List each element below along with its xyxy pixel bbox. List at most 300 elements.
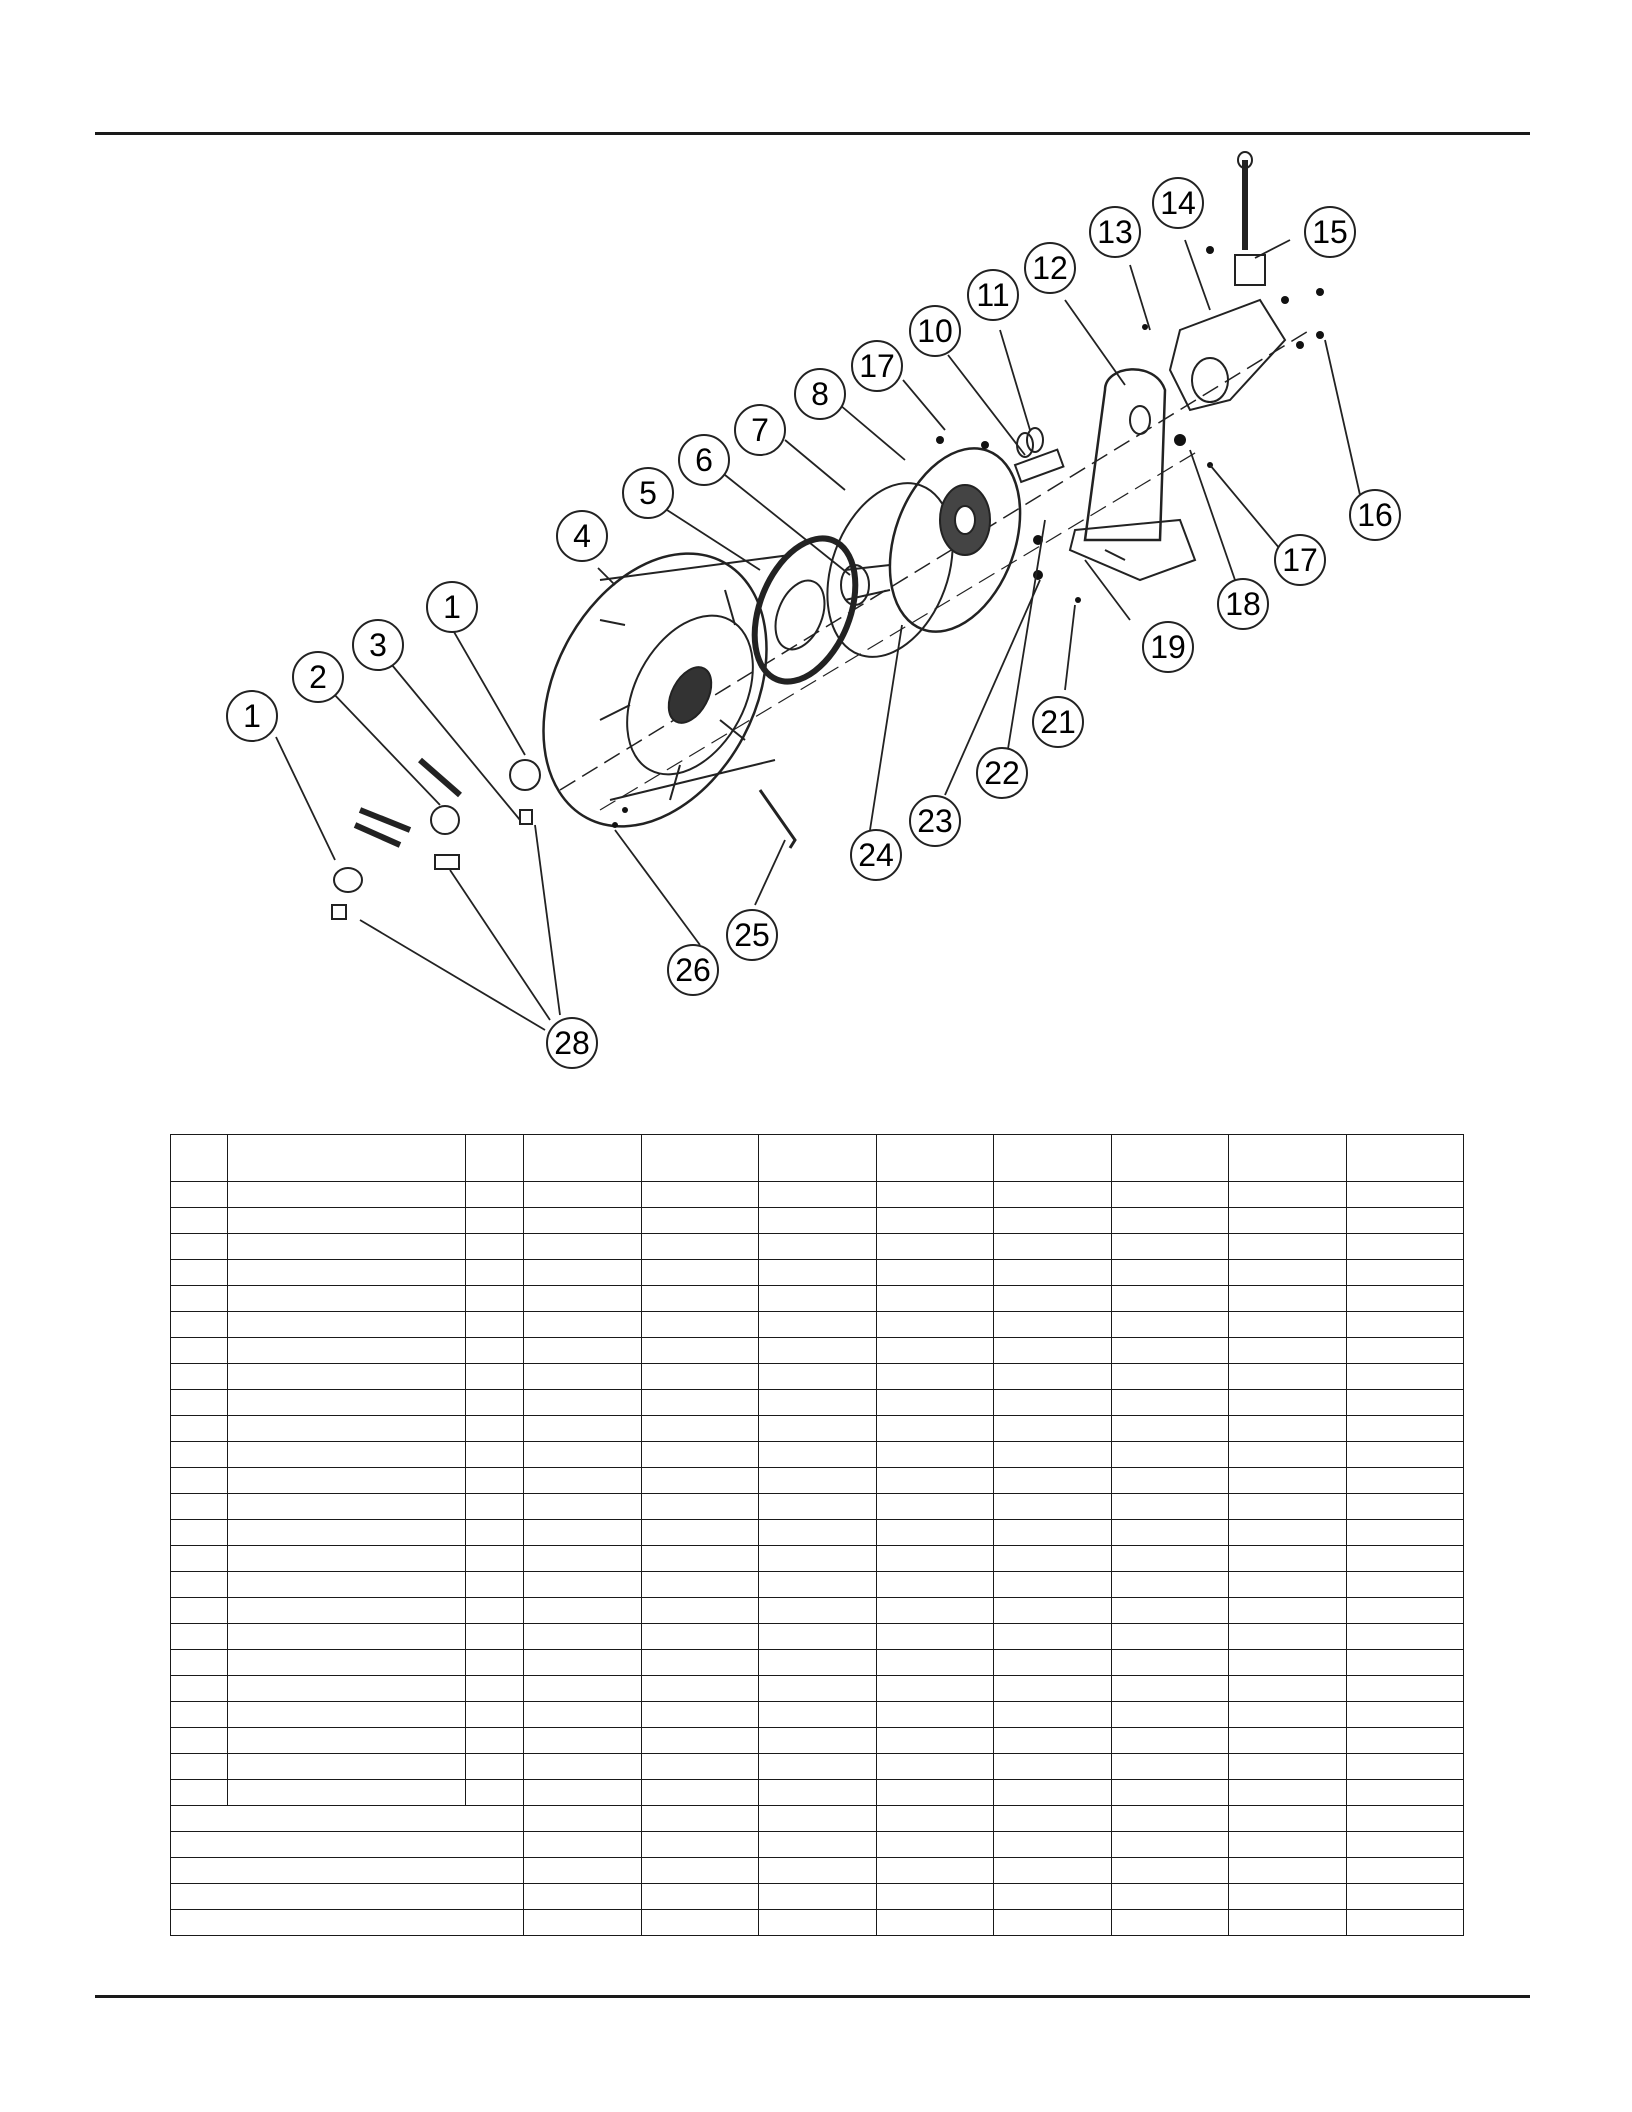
header-cell [466,1135,524,1182]
table-cell [994,1364,1111,1390]
table-cell [228,1312,466,1338]
table-cell [759,1286,876,1312]
table-cell [759,1572,876,1598]
table-cell [1229,1728,1346,1754]
table-cell [994,1676,1111,1702]
table-cell [759,1832,876,1858]
table-cell [228,1676,466,1702]
table-cell [876,1728,993,1754]
table-cell [524,1858,641,1884]
table-cell [759,1468,876,1494]
table-cell [1346,1338,1463,1364]
table-cell [171,1442,228,1468]
table-cell [994,1780,1111,1806]
table-cell [759,1728,876,1754]
inlet-fittings [332,760,540,919]
table-row [171,1598,1464,1624]
table-cell [524,1806,641,1832]
table-cell [994,1728,1111,1754]
svg-text:22: 22 [984,755,1020,791]
table-cell [994,1390,1111,1416]
table-cell [994,1520,1111,1546]
callout-18 [1218,579,1268,629]
table-cell [876,1416,993,1442]
table-cell [641,1780,758,1806]
table-cell [1111,1728,1228,1754]
table-cell [171,1572,228,1598]
table-cell [1229,1884,1346,1910]
table-cell [228,1572,466,1598]
svg-text:7: 7 [751,412,769,448]
table-cell [1346,1520,1463,1546]
table-cell [876,1806,993,1832]
table-cell [759,1884,876,1910]
table-cell [1111,1442,1228,1468]
svg-text:3: 3 [369,627,387,663]
table-cell [876,1468,993,1494]
table-cell [1111,1650,1228,1676]
table-cell [228,1520,466,1546]
table-cell [759,1624,876,1650]
table-row [171,1338,1464,1364]
table-cell [994,1312,1111,1338]
table-cell [1346,1260,1463,1286]
table-cell [641,1442,758,1468]
table-cell [466,1442,524,1468]
table-cell [759,1754,876,1780]
table-cell [524,1624,641,1650]
callout-26 [668,945,718,995]
table-cell [1111,1390,1228,1416]
table-cell [641,1416,758,1442]
table-cell [876,1260,993,1286]
header-cell [1346,1135,1463,1182]
table-cell [171,1546,228,1572]
table-cell [228,1208,466,1234]
table-cell [171,1598,228,1624]
table-cell [1229,1286,1346,1312]
table-row [171,1676,1464,1702]
table-cell [1229,1832,1346,1858]
table-cell [1346,1754,1463,1780]
table-cell [994,1494,1111,1520]
table-row [171,1416,1464,1442]
table-cell [1346,1442,1463,1468]
table-cell [1111,1884,1228,1910]
table-cell [1229,1494,1346,1520]
table-cell [994,1234,1111,1260]
table-cell [228,1234,466,1260]
callout-21 [1033,697,1083,747]
table-cell [994,1806,1111,1832]
callout-13 [1090,207,1140,257]
header-cell [759,1135,876,1182]
table-cell [1111,1286,1228,1312]
summary-label-cell [171,1910,524,1936]
table-cell [1111,1234,1228,1260]
svg-text:6: 6 [695,442,713,478]
table-cell [641,1546,758,1572]
table-cell [1111,1754,1228,1780]
summary-row [171,1858,1464,1884]
table-cell [524,1338,641,1364]
callout-22 [977,748,1027,798]
header-cell [994,1135,1111,1182]
table-cell [171,1208,228,1234]
table-cell [228,1416,466,1442]
table-cell [1229,1702,1346,1728]
svg-text:26: 26 [675,952,711,988]
svg-text:5: 5 [639,475,657,511]
table-cell [876,1234,993,1260]
callout-3 [353,620,403,670]
table-cell [524,1728,641,1754]
table-row [171,1702,1464,1728]
table-cell [1346,1468,1463,1494]
table-cell [1229,1910,1346,1936]
table-cell [994,1208,1111,1234]
table-cell [994,1702,1111,1728]
shaft [1015,428,1063,482]
table-cell [466,1338,524,1364]
table-cell [759,1260,876,1286]
table-cell [524,1416,641,1442]
bottom-rule [95,1995,1530,1998]
table-cell [876,1520,993,1546]
table-cell [524,1520,641,1546]
table-cell [641,1624,758,1650]
callout-23 [910,796,960,846]
table-row [171,1650,1464,1676]
summary-label-cell [171,1832,524,1858]
table-cell [1229,1858,1346,1884]
callout-16 [1350,490,1400,540]
summary-label-cell [171,1858,524,1884]
table-cell [171,1364,228,1390]
table-cell [876,1650,993,1676]
svg-text:1: 1 [443,589,461,625]
svg-text:19: 19 [1150,629,1186,665]
table-cell [524,1260,641,1286]
table-cell [759,1520,876,1546]
mounting-bracket [1070,369,1195,580]
table-cell [524,1676,641,1702]
table-cell [171,1338,228,1364]
table-cell [641,1832,758,1858]
table-cell [759,1234,876,1260]
table-cell [1111,1494,1228,1520]
callout-25 [727,910,777,960]
table-cell [1111,1910,1228,1936]
table-cell [1229,1754,1346,1780]
table-cell [524,1364,641,1390]
callout-8 [795,369,845,419]
table-cell [1346,1416,1463,1442]
table-cell [1346,1546,1463,1572]
table-cell [876,1312,993,1338]
table-row [171,1442,1464,1468]
table-cell [171,1520,228,1546]
table-cell [1229,1208,1346,1234]
assembly-axis-line [560,330,1310,790]
callout-19 [1143,622,1193,672]
table-cell [171,1676,228,1702]
table-cell [1346,1286,1463,1312]
table-cell [1346,1234,1463,1260]
table-cell [994,1572,1111,1598]
svg-text:21: 21 [1040,704,1076,740]
table-cell [524,1390,641,1416]
table-cell [524,1910,641,1936]
table-cell [1346,1806,1463,1832]
table-cell [1346,1182,1463,1208]
table-cell [524,1286,641,1312]
callout-7 [735,405,785,455]
table-cell [524,1546,641,1572]
table-cell [524,1650,641,1676]
table-cell [641,1182,758,1208]
table-cell [994,1832,1111,1858]
table-cell [1346,1728,1463,1754]
table-cell [228,1546,466,1572]
table-cell [1111,1208,1228,1234]
table-cell [228,1624,466,1650]
table-row [171,1208,1464,1234]
summary-row [171,1806,1464,1832]
callout-10 [910,306,960,356]
table-cell [1229,1780,1346,1806]
table-cell [994,1468,1111,1494]
table-cell [994,1338,1111,1364]
table-cell [876,1572,993,1598]
svg-text:23: 23 [917,803,953,839]
table-cell [466,1390,524,1416]
table-cell [524,1780,641,1806]
svg-text:10: 10 [917,313,953,349]
table-cell [228,1494,466,1520]
table-row [171,1182,1464,1208]
callout-11 [968,270,1018,320]
table-cell [1346,1312,1463,1338]
table-cell [759,1208,876,1234]
svg-text:11: 11 [976,277,1010,313]
table-cell [759,1182,876,1208]
table-cell [641,1338,758,1364]
table-cell [228,1468,466,1494]
table-cell [228,1598,466,1624]
table-cell [1346,1884,1463,1910]
table-cell [641,1208,758,1234]
table-cell [994,1598,1111,1624]
table-cell [759,1910,876,1936]
table-cell [876,1286,993,1312]
table-cell [759,1312,876,1338]
table-cell [759,1416,876,1442]
table-cell [1111,1338,1228,1364]
table-cell [1111,1364,1228,1390]
table-cell [641,1572,758,1598]
table-cell [759,1442,876,1468]
table-cell [876,1858,993,1884]
table-cell [1111,1312,1228,1338]
callout-14 [1153,178,1203,228]
table-cell [228,1390,466,1416]
table-cell [466,1780,524,1806]
table-cell [994,1416,1111,1442]
callout-5 [623,468,673,518]
table-cell [466,1364,524,1390]
header-cell [524,1135,641,1182]
table-cell [1111,1260,1228,1286]
table-cell [1229,1182,1346,1208]
table-cell [1346,1390,1463,1416]
table-cell [1229,1572,1346,1598]
table-cell [1229,1338,1346,1364]
table-cell [1229,1442,1346,1468]
table-cell [641,1286,758,1312]
table-cell [524,1598,641,1624]
table-cell [1229,1312,1346,1338]
table-cell [876,1884,993,1910]
table-cell [171,1260,228,1286]
table-cell [641,1312,758,1338]
table-cell [641,1520,758,1546]
table-cell [876,1780,993,1806]
table-cell [641,1702,758,1728]
table-cell [876,1338,993,1364]
table-cell [876,1754,993,1780]
table-cell [466,1676,524,1702]
table-cell [228,1182,466,1208]
table-cell [876,1364,993,1390]
svg-text:13: 13 [1097,214,1133,250]
header-cell [171,1135,228,1182]
table-cell [466,1286,524,1312]
table-cell [641,1884,758,1910]
table-cell [228,1728,466,1754]
table-cell [171,1728,228,1754]
callout-labels [227,178,1400,1068]
table-cell [524,1702,641,1728]
table-cell [641,1676,758,1702]
table-cell [466,1546,524,1572]
table-cell [1111,1832,1228,1858]
parts-list-table [170,1134,1464,1936]
table-cell [1346,1702,1463,1728]
table-cell [641,1364,758,1390]
table-cell [1229,1234,1346,1260]
table-cell [524,1442,641,1468]
table-row [171,1572,1464,1598]
table-cell [524,1234,641,1260]
table-cell [876,1676,993,1702]
table-cell [524,1832,641,1858]
callout-6 [679,435,729,485]
table-cell [759,1650,876,1676]
callout-1a [227,691,277,741]
table-cell [171,1312,228,1338]
table-row [171,1494,1464,1520]
table-cell [171,1624,228,1650]
table-cell [876,1442,993,1468]
callout-2 [293,652,343,702]
svg-text:17: 17 [859,348,895,384]
header-cell [1229,1135,1346,1182]
table-cell [759,1858,876,1884]
table-cell [994,1182,1111,1208]
table-cell [171,1650,228,1676]
hub [841,565,890,605]
svg-text:18: 18 [1225,586,1261,622]
table-cell [1229,1676,1346,1702]
table-cell [524,1754,641,1780]
table-cell [466,1572,524,1598]
table-cell [466,1260,524,1286]
svg-text:16: 16 [1357,497,1393,533]
table-cell [1346,1910,1463,1936]
table-cell [994,1286,1111,1312]
table-cell [466,1520,524,1546]
summary-row [171,1910,1464,1936]
table-cell [641,1390,758,1416]
table-row [171,1728,1464,1754]
table-cell [641,1598,758,1624]
table-cell [994,1624,1111,1650]
table-cell [641,1910,758,1936]
table-cell [876,1208,993,1234]
table-cell [524,1572,641,1598]
table-cell [1346,1676,1463,1702]
callout-12 [1025,243,1075,293]
table-cell [876,1832,993,1858]
table-row [171,1312,1464,1338]
table-cell [228,1780,466,1806]
table-cell [466,1234,524,1260]
table-cell [466,1182,524,1208]
table-row [171,1286,1464,1312]
table-cell [1111,1780,1228,1806]
table-cell [641,1494,758,1520]
table-row [171,1754,1464,1780]
summary-label-cell [171,1806,524,1832]
table-row [171,1546,1464,1572]
table-cell [759,1546,876,1572]
table-cell [466,1728,524,1754]
callout-24 [851,830,901,880]
table-cell [1111,1182,1228,1208]
svg-text:17: 17 [1282,542,1318,578]
table-cell [524,1884,641,1910]
spring-cover [735,524,875,697]
table-cell [759,1390,876,1416]
table-cell [1111,1624,1228,1650]
table-cell [1346,1572,1463,1598]
table-cell [171,1494,228,1520]
table-cell [524,1494,641,1520]
svg-text:8: 8 [811,376,829,412]
table-row [171,1364,1464,1390]
table-cell [1111,1546,1228,1572]
table-cell [1111,1598,1228,1624]
table-cell [994,1910,1111,1936]
table-cell [759,1494,876,1520]
summary-row [171,1832,1464,1858]
svg-text:14: 14 [1160,185,1196,221]
callout-17b [1275,535,1325,585]
table-cell [876,1598,993,1624]
svg-text:1: 1 [243,698,261,734]
table-row [171,1234,1464,1260]
